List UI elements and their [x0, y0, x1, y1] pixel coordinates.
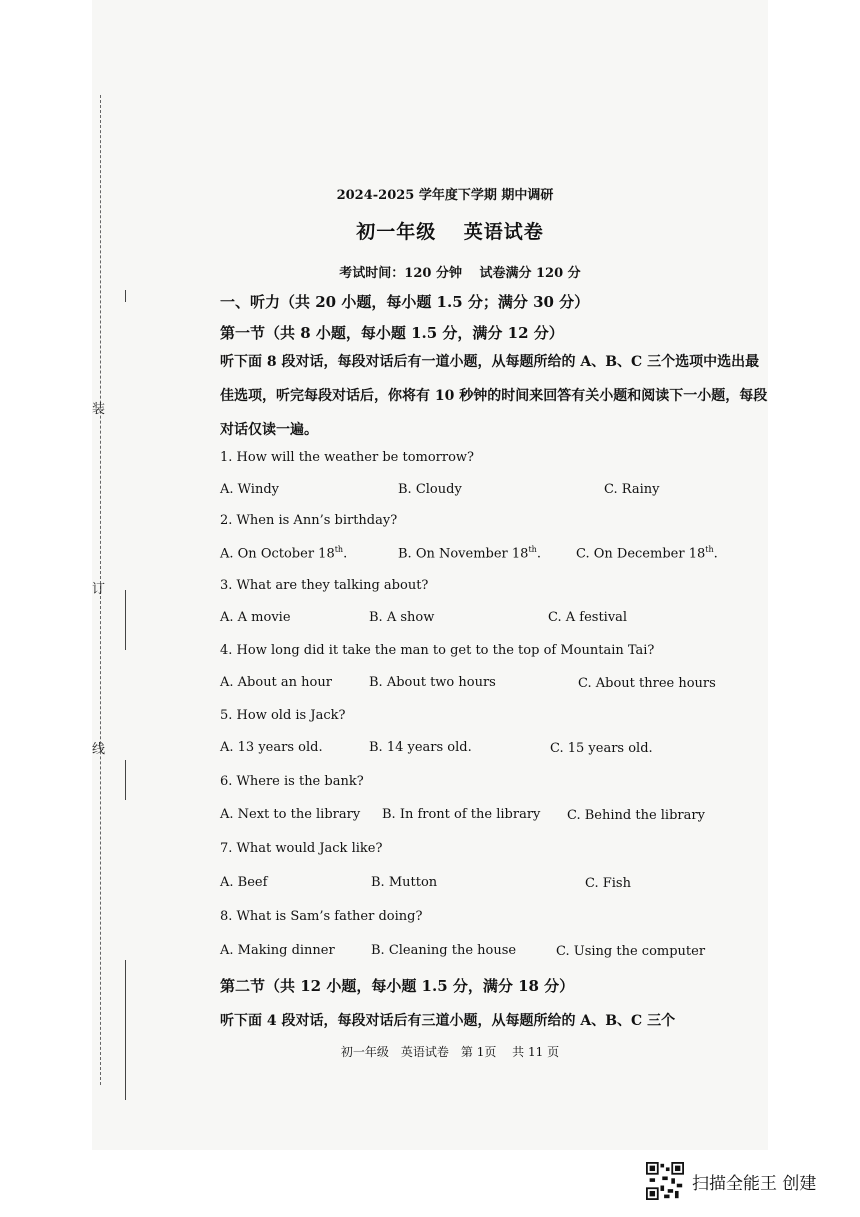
q4-option-c: C. About three hours [578, 676, 716, 691]
exam-title: 初一年级 英语试卷 [356, 221, 544, 243]
q8-option-b: B. Cleaning the house [371, 943, 517, 958]
q6-option-a: A. Next to the library [220, 807, 361, 822]
q7-option-b: B. Mutton [371, 875, 438, 890]
exam-meta: 考试时间：120 分钟 试卷满分 120 分 [339, 266, 581, 281]
q4-option-a: A. About an hour [220, 675, 332, 690]
question-4: 4. How long did it take the man to get to the top of Mountain Tai? [220, 643, 655, 658]
q3-option-c: C. A festival [548, 610, 628, 625]
q1-option-c: C. Rainy [604, 482, 660, 497]
q4-option-b: B. About two hours [369, 675, 496, 690]
question-1: 1. How will the weather be tomorrow? [220, 450, 475, 465]
question-5: 5. How old is Jack? [220, 708, 346, 723]
q1-option-a: A. Windy [220, 482, 279, 497]
q2-option-c: C. On December 18th. [576, 545, 718, 562]
section1-instruction: 听下面 8 段对话，每段对话后有一道小题，从每题所给的 A、B、C 三个选项中选出最佳选项，听完每段对话后，你将有 10 秒钟的时间来回答有关小题和阅读下一小题，每段对话仅读一遍。 [220, 354, 768, 438]
qr-code-icon [646, 1162, 684, 1200]
margin-tick [125, 960, 126, 1100]
section2-instruction: 听下面 4 段对话，每段对话后有三道小题，从每题所给的 A、B、C 三个 [220, 1013, 676, 1029]
question-8: 8. What is Sam’s father doing? [220, 909, 423, 924]
watermark-text: 扫描全能王 创建 [692, 1173, 817, 1194]
margin-tick [125, 290, 126, 302]
part1-heading: 一、听力（共 20 小题，每小题 1.5 分；满分 30 分） [220, 293, 590, 311]
section1-heading: 第一节（共 8 小题，每小题 1.5 分，满分 12 分） [220, 324, 564, 342]
q5-option-b: B. 14 years old. [369, 740, 472, 755]
page-footer: 初一年级 英语试卷 第 1页 共 11 页 [340, 1045, 560, 1059]
binding-mark-zhuang: 装 [92, 402, 106, 417]
question-6: 6. Where is the bank? [220, 774, 364, 789]
q3-option-a: A. A movie [220, 610, 291, 625]
q7-option-a: A. Beef [220, 875, 268, 890]
question-2: 2. When is Ann’s birthday? [220, 513, 398, 528]
q7-option-c: C. Fish [585, 876, 631, 891]
binding-mark-ding: 订 [92, 582, 106, 597]
q1-option-b: B. Cloudy [398, 482, 462, 497]
scanner-watermark [646, 1162, 816, 1200]
margin-tick [125, 760, 126, 800]
question-3: 3. What are they talking about? [220, 578, 429, 593]
q3-option-b: B. A show [369, 610, 435, 625]
q2-option-b: B. On November 18th. [398, 545, 541, 562]
section2-heading: 第二节（共 12 小题，每小题 1.5 分，满分 18 分） [220, 977, 575, 995]
binding-mark-xian: 线 [92, 742, 106, 757]
q8-option-a: A. Making dinner [220, 943, 335, 958]
q2-option-a: A. On October 18th. [220, 545, 348, 562]
q5-option-c: C. 15 years old. [550, 741, 653, 756]
question-7: 7. What would Jack like? [220, 841, 383, 856]
q8-option-c: C. Using the computer [556, 944, 706, 959]
q6-option-c: C. Behind the library [567, 808, 705, 823]
q5-option-a: A. 13 years old. [220, 740, 323, 755]
q6-option-b: B. In front of the library [382, 807, 541, 822]
exam-term: 2024-2025 学年度下学期 期中调研 [336, 188, 554, 203]
margin-tick [125, 590, 126, 650]
